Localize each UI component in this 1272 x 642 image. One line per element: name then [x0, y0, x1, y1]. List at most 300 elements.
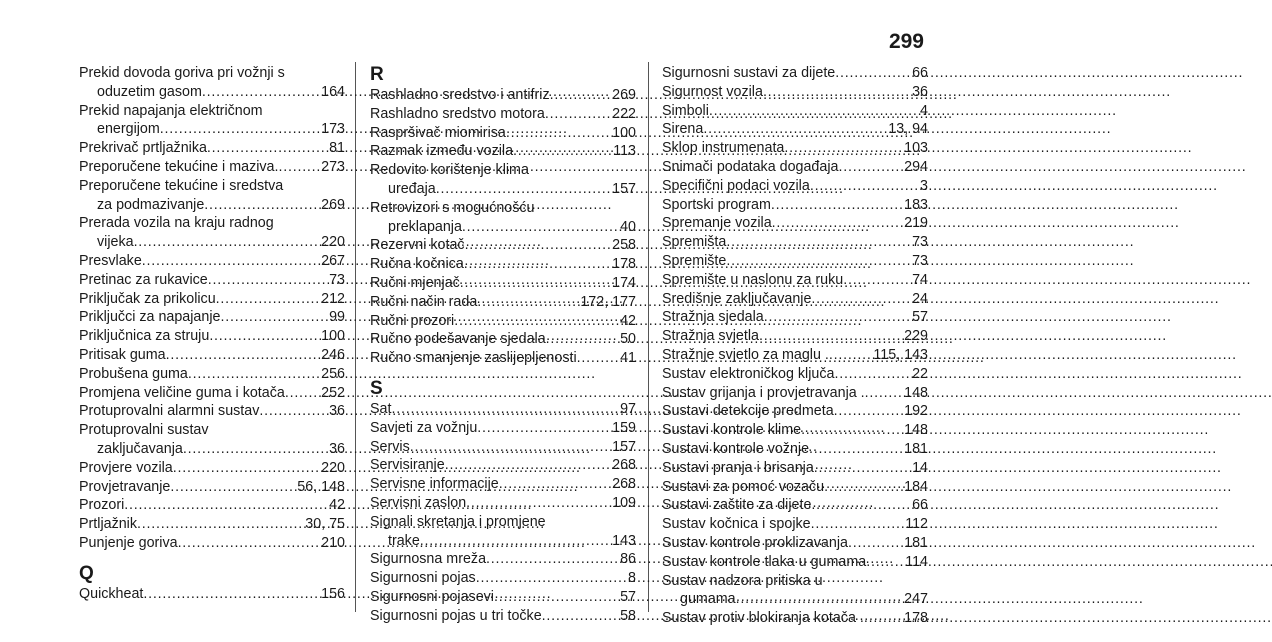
index-entry-text: Sustavi za pomoć vozaču [662, 478, 825, 495]
index-entry-text: Prekid napajanja električnom [79, 102, 263, 119]
index-entry [79, 478, 345, 497]
index-entry [370, 550, 636, 569]
index-entry [79, 139, 345, 158]
index-entry-text: Prtljažnik [79, 516, 137, 533]
index-entry-text: Servis [370, 438, 410, 455]
dot-leader [208, 271, 327, 290]
index-entry-text: Sustavi kontrole vožnje [662, 440, 810, 457]
index-entry-text: Središnje zaključavanje [662, 290, 812, 307]
index-entry-text: Spremanje vozila [662, 215, 772, 232]
index-entry-page: 97 [620, 400, 636, 417]
index-entry-text: Probušena guma [79, 365, 188, 382]
dot-leader [183, 440, 327, 459]
index-entry [662, 346, 928, 365]
index-entry [662, 252, 928, 271]
dot-leader [285, 384, 319, 403]
dot-leader [811, 515, 904, 534]
index-entry-page: 115, 143 [873, 346, 928, 363]
index-entry [79, 365, 345, 384]
index-entry-page: 99 [329, 309, 345, 326]
dot-leader [178, 534, 320, 553]
index-entry-text: Ručno smanjenje zaslijepljenosti [370, 350, 577, 367]
index-entry-text: Stražnje svjetlo za maglu . [662, 346, 829, 363]
index-entry [662, 496, 928, 515]
index-entry-text-continued: gumama [680, 591, 736, 608]
index-entry-page: 73 [329, 271, 345, 288]
dot-leader [142, 252, 319, 271]
index-entry-page: 58 [620, 607, 636, 624]
index-entry-continuation [370, 532, 636, 551]
index-entry [79, 271, 345, 290]
dot-leader [220, 308, 327, 327]
dot-leader [454, 312, 618, 331]
dot-leader [410, 438, 610, 457]
index-entry [662, 440, 928, 459]
dot-leader [506, 124, 610, 143]
dot-leader [829, 346, 872, 365]
index-entry [370, 312, 636, 331]
dot-leader [465, 236, 611, 255]
index-entry [662, 478, 928, 497]
index-entry [79, 585, 345, 604]
index-entry-page: 210 [321, 534, 345, 551]
index-entry-page: 183 [904, 196, 928, 213]
index-entry-text: Sustav kontrole proklizavanja [662, 534, 848, 551]
index-entry-page: 66 [912, 65, 928, 81]
dot-leader [546, 330, 618, 349]
index-entry [79, 421, 345, 459]
index-entry-text: Signali skretanja i promjene [370, 513, 546, 530]
index-entry [370, 513, 636, 551]
index-entry-page: 148 [904, 384, 928, 401]
index-entry-continuation [79, 120, 345, 139]
index-entry-text: Sigurnosna mreža [370, 551, 487, 568]
dot-leader [134, 233, 320, 252]
index-entry-page: 220 [321, 459, 345, 476]
index-entry-text: Pritisak guma [79, 346, 166, 363]
index-entry-page: 41 [620, 350, 636, 367]
index-entry-text: Sigurnosni pojas [370, 570, 476, 587]
index-entry-page: 22 [912, 365, 928, 382]
index-entry-page: 81 [329, 140, 345, 157]
index-entry [662, 327, 928, 346]
dot-leader [834, 365, 910, 384]
index-entry-text: Ručno podešavanje sjedala [370, 331, 546, 348]
index-entry-page: 103 [904, 140, 928, 157]
dot-leader [811, 290, 910, 309]
index-entry-text: Quickheat [79, 585, 144, 602]
index-entry-text: Presvlake [79, 252, 142, 269]
index-entry-page: 172, 177 [580, 293, 636, 310]
index-entry-text: Sustavi detekcije predmeta [662, 403, 834, 420]
index-entry-text: Spremišta [662, 234, 727, 251]
index-entry-page: 114 [905, 553, 928, 570]
dot-leader [486, 550, 618, 569]
index-entry-page: 100 [321, 328, 345, 345]
index-entry [79, 534, 345, 553]
dot-leader [464, 255, 610, 274]
index-entry [79, 290, 345, 309]
index-entry-page: 156 [321, 585, 345, 602]
index-entry [370, 588, 636, 607]
index-entry-text: Sustav protiv blokiranja kotača . [662, 610, 864, 627]
dot-leader [542, 607, 618, 626]
dot-leader [494, 588, 618, 607]
dot-leader [477, 419, 610, 438]
index-letter-heading: S [370, 377, 383, 399]
dot-leader [462, 218, 618, 237]
dot-leader [170, 478, 295, 497]
index-entry [370, 236, 636, 255]
index-entry-page: 42 [329, 497, 345, 514]
dot-leader [137, 515, 303, 534]
index-entry-page: 246 [321, 346, 345, 363]
index-entry-text: Sigurnosni pojasevi [370, 588, 494, 605]
index-entry [662, 572, 928, 610]
index-entry-page: 36 [329, 403, 345, 420]
index-entry [79, 346, 345, 365]
index-entry-text-continued: uređaja [388, 180, 436, 197]
index-entry-page: 40 [620, 218, 636, 235]
index-entry [662, 158, 928, 177]
index-entry-page: 109 [612, 494, 636, 511]
index-entry-page: 100 [612, 124, 636, 141]
dot-leader [143, 585, 319, 604]
index-entry-page: 66 [912, 497, 928, 514]
index-entry-text: Ručna kočnica [370, 256, 464, 273]
dot-leader [709, 102, 918, 121]
index-entry-page: 56, 148 [297, 478, 345, 495]
index-entry-page: 86 [620, 551, 636, 568]
index-entry-text: Priključci za napajanje [79, 309, 221, 326]
index-entry-text: Servisiranje [370, 457, 445, 474]
index-entry-text: Sigurnost vozila [662, 83, 763, 100]
index-entry-page: 148 [904, 422, 928, 439]
dot-leader [834, 402, 902, 421]
dot-leader [784, 139, 902, 158]
index-entry-page: 30, 75 [305, 516, 345, 533]
index-entry [79, 459, 345, 478]
index-entry-page: 268 [612, 457, 636, 474]
index-entry [370, 607, 636, 626]
dot-leader [866, 553, 903, 572]
dot-leader [726, 252, 910, 271]
dot-leader [759, 327, 902, 346]
index-entry-page: 178 [612, 256, 636, 273]
index-entry-continuation [370, 218, 636, 237]
index-entry [370, 419, 636, 438]
dot-leader [204, 196, 319, 215]
index-entry [370, 494, 636, 513]
index-entry-text: Sigurnosni sustavi za dijete [662, 65, 836, 81]
index-entry-page: 113 [613, 143, 636, 160]
dot-leader [278, 158, 319, 177]
index-entry [662, 214, 928, 233]
index-entry [662, 120, 928, 139]
index-entry-text: Servisne informacije [370, 476, 499, 493]
index-entry-text: Spremište u naslonu za ruku [662, 271, 844, 288]
index-entry [662, 534, 928, 553]
index-letter-heading: R [370, 64, 384, 85]
dot-leader [703, 120, 886, 139]
index-entry-text: Sklop instrumenata [662, 140, 785, 157]
index-entry-page: 42 [620, 312, 636, 329]
index-entry-continuation [662, 590, 928, 609]
index-entry [662, 365, 928, 384]
index-entry-page: 36 [329, 440, 345, 457]
dot-leader [391, 400, 618, 419]
index-entry-text: Protuprovalni sustav [79, 422, 209, 439]
index-column-3 [662, 64, 928, 628]
index-entry-text-continued: oduzetim gasom [97, 83, 202, 100]
index-entry-text: Prekrivač prtljažnika [79, 140, 207, 157]
dot-leader [259, 402, 327, 421]
index-entry [370, 255, 636, 274]
index-entry [370, 349, 636, 368]
dot-leader [824, 478, 902, 497]
index-entry-text: Prekid dovoda goriva pri vožnji s [79, 65, 285, 81]
dot-leader [476, 569, 626, 588]
dot-leader [801, 421, 902, 440]
index-entry-text: Stražnja sjedala [662, 309, 764, 326]
dot-leader [577, 349, 618, 368]
dot-leader [810, 177, 918, 196]
dot-leader [499, 475, 610, 494]
index-entry-page: 256 [321, 365, 345, 382]
dot-leader [550, 86, 611, 105]
index-entry-page: 74 [912, 271, 928, 288]
dot-leader [160, 120, 319, 139]
index-entry-page: 173 [321, 121, 345, 138]
index-entry-text: Sustav elektroničkog ključa [662, 365, 835, 382]
dot-leader [460, 274, 610, 293]
dot-leader [209, 327, 319, 346]
index-entry [370, 293, 636, 312]
index-entry [370, 400, 636, 419]
index-column-1 [79, 64, 345, 604]
dot-leader [838, 158, 902, 177]
index-entry [79, 384, 345, 403]
index-entry [662, 177, 928, 196]
index-entry-page: 57 [912, 309, 928, 326]
index-entry-page: 4 [920, 102, 928, 119]
index-entry-text: Pretinac za rukavice [79, 271, 208, 288]
dot-leader [207, 139, 327, 158]
index-entry [370, 105, 636, 124]
index-entry-text: Preporučene tekućine i sredstva [79, 177, 284, 194]
index-entry-page: 174 [612, 274, 636, 291]
index-entry-text: Servisni zaslon [370, 494, 467, 511]
index-entry-page: 252 [321, 384, 345, 401]
index-entry-text: Raspršivač miomirisa [370, 124, 506, 141]
dot-leader [848, 534, 902, 553]
dot-leader [513, 142, 611, 161]
dot-leader [445, 456, 610, 475]
dot-leader [811, 496, 910, 515]
index-entry-page: 222 [612, 105, 636, 122]
index-entry-text: Provjere vozila [79, 459, 173, 476]
index-entry-page: 3 [920, 177, 928, 194]
index-entry-text: Specifični podaci vozila [662, 177, 810, 194]
index-entry-continuation [79, 233, 345, 252]
index-entry-text: Preporučene tekućine i maziva. [79, 158, 279, 175]
dot-leader [843, 271, 910, 290]
index-entry-text: Snimači podataka događaja [662, 158, 839, 175]
index-entry-page: 181 [904, 440, 928, 457]
index-entry-page: 8 [628, 570, 636, 587]
index-entry-page: 14 [912, 459, 928, 476]
index-entry-page: 258 [612, 237, 636, 254]
index-entry-text: Savjeti za vožnju [370, 419, 478, 436]
index-entry-text: Rezervni kotač [370, 237, 465, 254]
index-entry-page: 159 [612, 419, 636, 436]
index-entry [662, 421, 928, 440]
index-entry [370, 438, 636, 457]
index-entry-page: 229 [904, 328, 928, 345]
dot-leader [864, 609, 902, 628]
index-entry-text: Sigurnosni pojas u tri točke [370, 607, 542, 624]
index-entry [370, 274, 636, 293]
dot-leader [477, 293, 578, 312]
index-entry-text: Retrovizori s mogućnošću [370, 199, 535, 216]
index-entry-text: Razmak između vozila [370, 143, 514, 160]
index-entry-page: 212 [321, 290, 345, 307]
index-entry-text: Ručni prozori [370, 312, 455, 329]
index-entry-page: 268 [612, 476, 636, 493]
dot-leader [202, 83, 319, 102]
index-entry-text-continued: trake [388, 532, 420, 549]
index-entry-text: Redovito korištenje klima [370, 162, 529, 179]
index-entry-text: Rashladno sredstvo motora [370, 105, 545, 122]
index-entry [370, 86, 636, 105]
index-entry-text: Sat [370, 400, 392, 417]
dot-leader [809, 440, 902, 459]
index-entry-text: Prerada vozila na kraju radnog [79, 215, 274, 232]
page-number: 299 [888, 30, 924, 53]
index-entry-text: Prozori [79, 497, 125, 514]
index-entry-text: Sustavi pranja i brisanja [662, 459, 814, 476]
index-entry-page: 178 [904, 610, 928, 627]
index-entry [79, 214, 345, 252]
index-entry-page: 273 [321, 158, 345, 175]
index-entry [662, 139, 928, 158]
index-entry [79, 177, 345, 215]
index-entry [79, 308, 345, 327]
index-entry [79, 252, 345, 271]
index-entry-page: 181 [904, 534, 928, 551]
dot-leader [764, 308, 910, 327]
index-entry [79, 158, 345, 177]
index-entry-text: Ručni mjenjač [370, 274, 460, 291]
index-entry [79, 515, 345, 534]
index-entry-text: Sustav kontrole tlaka u gumama [662, 553, 867, 570]
dot-leader [216, 290, 319, 309]
index-entry [662, 290, 928, 309]
index-entry [370, 124, 636, 143]
index-entry-text: Sustav kočnica i spojke [662, 516, 811, 533]
index-entry [370, 161, 636, 199]
index-entry [662, 459, 928, 478]
index-entry-page: 294 [904, 158, 928, 175]
index-entry [79, 327, 345, 346]
index-entry-page: 143 [612, 532, 636, 549]
index-entry [662, 609, 928, 628]
index-entry [662, 384, 928, 403]
index-entry-page: 269 [321, 196, 345, 213]
index-entry-page: 269 [612, 87, 636, 103]
index-entry-page: 157 [612, 438, 636, 455]
index-column-2 [370, 64, 636, 626]
index-entry [79, 102, 345, 140]
index-entry-text: Spremište [662, 252, 727, 269]
index-entry-page: 157 [612, 180, 636, 197]
index-entry [79, 64, 345, 102]
index-entry [370, 569, 636, 588]
index-entry-text: Sustavi kontrole klime [662, 422, 802, 439]
index-entry [662, 83, 928, 102]
dot-leader [865, 384, 902, 403]
index-entry-page: 267 [321, 252, 345, 269]
index-entry [370, 475, 636, 494]
dot-leader [763, 83, 910, 102]
index-entry-page: 220 [321, 234, 345, 251]
index-entry-text-continued: vijeka [97, 234, 134, 251]
index-entry [662, 308, 928, 327]
index-entry-text-continued: zaključavanja [97, 440, 183, 457]
index-entry-text: Promjena veličine guma i kotača [79, 384, 285, 401]
index-entry-continuation [370, 180, 636, 199]
index-entry [662, 402, 928, 421]
dot-leader [466, 494, 610, 513]
index-entry-text: Sportski program [662, 196, 771, 213]
dot-leader [835, 64, 910, 83]
dot-leader [545, 105, 610, 124]
index-entry-text: Ručni način rada [370, 293, 478, 310]
index-entry-text-continued: preklapanja [388, 218, 462, 235]
index-entry-text: Sustav nadzora pritiska u [662, 572, 823, 589]
index-entry-text: Sustav grijanja i provjetravanja . [662, 384, 865, 401]
index-entry [662, 64, 928, 83]
index-entry-page: 192 [904, 403, 928, 420]
index-entry-text-continued: energijom [97, 121, 160, 138]
index-entry [662, 271, 928, 290]
dot-leader [173, 459, 319, 478]
dot-leader [726, 233, 910, 252]
index-entry-page: 24 [912, 290, 928, 307]
dot-leader [166, 346, 320, 365]
index-entry [370, 199, 636, 237]
dot-leader [188, 365, 319, 384]
index-entry-text: Rashladno sredstvo i antifriz [370, 87, 550, 103]
index-entry-page: 73 [912, 234, 928, 251]
dot-leader [436, 180, 610, 199]
index-entry-text: Punjenje goriva [79, 534, 178, 551]
index-entry [662, 233, 928, 252]
index-letter-heading: Q [79, 562, 94, 584]
index-entry-text: Provjetravanje [79, 478, 171, 495]
dot-leader [814, 459, 910, 478]
index-entry-page: 50 [620, 331, 636, 348]
index-entry-page: 36 [912, 83, 928, 100]
dot-leader [420, 532, 610, 551]
index-entry-text: Simboli [662, 102, 709, 119]
index-entry-text-continued: za podmazivanje [97, 196, 205, 213]
index-entry-page: 184 [904, 478, 928, 495]
index-entry [662, 102, 928, 121]
index-entry-text: Sustavi zaštite za dijete [662, 497, 812, 514]
index-entry-page: 219 [904, 215, 928, 232]
index-entry-text: Protuprovalni alarmni sustav [79, 403, 260, 420]
